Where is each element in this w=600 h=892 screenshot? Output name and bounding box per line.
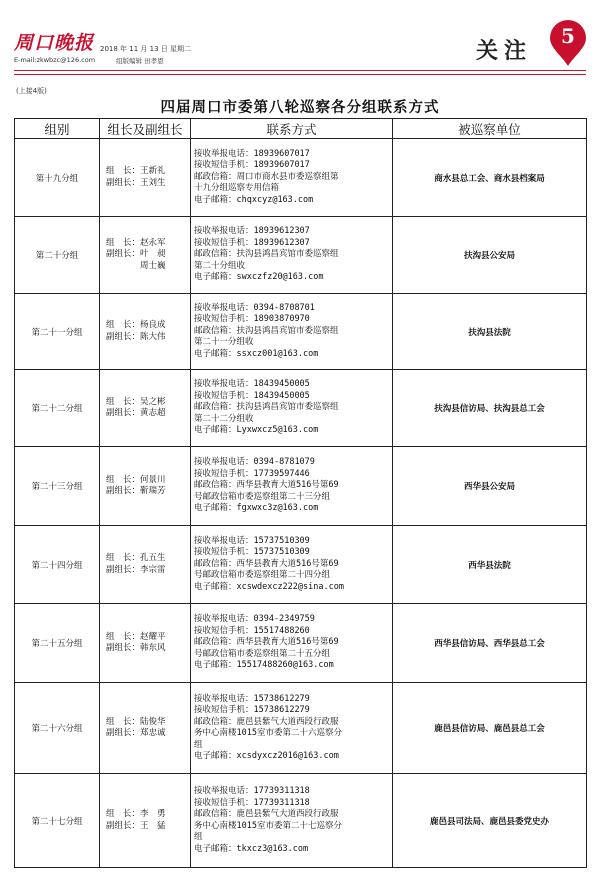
contact-line: 第二十分组收 — [194, 260, 246, 271]
leader-line: 副组长：靳瑞芳 — [106, 486, 166, 496]
inspected-units-cell: 扶沟县法院 — [393, 294, 587, 370]
leader-line: 组 长：赵永军 — [106, 237, 166, 248]
contact-line: 邮政信箱：扶沟县鸿昌宾馆市委巡察组 — [194, 402, 339, 413]
leader-line: 组 长：杨良成 — [106, 320, 166, 330]
group-cell: 第二十三分组 — [15, 447, 100, 526]
contact-line: 接收举报电话：18439450005 — [194, 379, 310, 390]
leader-line: 副组长：王 猛 — [106, 820, 166, 831]
leader-line: 组 长：吴之彬 — [106, 396, 166, 407]
contact-line: 接收举报电话：18939607017 — [194, 148, 310, 159]
contact-line: 电子邮箱：xcswdexcz222@sina.com — [194, 581, 344, 592]
leaders-cell — [100, 683, 191, 774]
contact-line: 邮政信箱：周口市商水县市委巡察组第 — [194, 171, 339, 182]
leader-line: 副组长：陈大伟 — [106, 331, 166, 342]
header-rule-thin — [14, 74, 586, 75]
contact-cell — [191, 217, 393, 294]
contact-line: 邮政信箱：西华县教育大道516号第69 — [194, 480, 339, 491]
document-title: 四届周口市委第八轮巡察各分组联系方式 — [160, 99, 440, 116]
contact-line: 接收举报电话：0394-8708701 — [194, 302, 315, 313]
leader-line: 副组长：郑忠诚 — [106, 728, 166, 738]
contact-line: 电子邮箱：15517488260@163.com — [194, 660, 334, 671]
table-header-row — [15, 119, 587, 139]
contact-table — [14, 118, 587, 868]
continued-note: (上接4版) — [16, 87, 47, 95]
table-row — [15, 370, 587, 447]
inspected-units-cell: 鹿邑县信访局、鹿邑县总工会 — [393, 683, 587, 774]
table-row — [15, 217, 587, 294]
group-cell: 第二十分组 — [15, 217, 100, 294]
contact-line: 邮政信箱：西华县教育大道516号第69 — [194, 558, 339, 569]
leaders-cell — [100, 294, 191, 370]
group-cell: 第二十一分组 — [15, 294, 100, 370]
leader-line: 组 长：孔五生 — [106, 553, 166, 563]
header-contact: 联系方式 — [191, 119, 393, 139]
leader-line: 副组长：王刘生 — [106, 177, 166, 188]
inspected-units-cell: 西华县法院 — [393, 526, 587, 604]
contact-line: 电子邮箱：xcsdyxcz2016@163.com — [194, 751, 339, 761]
header-rule — [14, 70, 586, 71]
section-title: 关注 — [476, 38, 533, 64]
contact-cell — [191, 139, 393, 217]
contact-line: 电子邮箱：ssxcz001@163.com — [194, 348, 319, 359]
leaders-cell — [100, 447, 191, 526]
editor-credit: 组版编辑 田孝恩 — [116, 57, 164, 65]
contact-line: 接收短信手机：18939612307 — [194, 237, 310, 248]
table-row — [15, 139, 587, 217]
contact-line: 接收短信手机：15517488260 — [194, 625, 310, 636]
inspected-units-cell: 扶沟县公安局 — [393, 217, 587, 294]
contact-cell — [191, 526, 393, 604]
contact-line: 邮政信箱：扶沟县鸿昌宾馆市委巡察组 — [194, 325, 339, 336]
contact-line: 接收短信手机：17739597446 — [194, 468, 310, 479]
contact-line: 接收举报电话：0394-2349759 — [194, 614, 315, 625]
contact-line: 组 — [194, 739, 203, 750]
contact-line: 电子邮箱：tkxcz3@163.com — [194, 843, 309, 854]
inspected-units-cell: 扶沟县信访局、扶沟县总工会 — [393, 370, 587, 447]
group-cell: 第二十七分组 — [15, 774, 100, 868]
leaders-cell — [100, 604, 191, 683]
leader-line: 周士巍 — [106, 260, 166, 271]
contact-line: 电子邮箱：fgxwxc3z@163.com — [194, 503, 319, 514]
header-units: 被巡察单位 — [393, 119, 587, 139]
table-row — [15, 774, 587, 868]
contact-line: 接收短信手机：15738612279 — [194, 705, 310, 715]
contact-line: 接收举报电话：15738612279 — [194, 693, 310, 704]
contact-line: 号邮政信箱市委巡察组第二十五分组 — [194, 648, 331, 659]
contact-line: 接收短信手机：15737510309 — [194, 547, 310, 558]
leader-line: 组 长：何景川 — [106, 474, 166, 485]
contact-email: E-mail:zkwbzc@126.com — [14, 56, 96, 64]
contact-cell — [191, 683, 393, 774]
leader-line: 副组长：韩东风 — [106, 643, 166, 653]
contact-cell — [191, 774, 393, 868]
contact-line: 邮政信箱：鹿邑县紫气大道西段行政服 — [194, 809, 339, 819]
table-row — [15, 447, 587, 526]
newspaper-logo: 周口晚报 — [14, 32, 95, 54]
leaders-cell — [100, 774, 191, 868]
leader-line: 组 长：王新礼 — [106, 166, 166, 176]
inspected-units-cell: 商水县总工会、商水县档案局 — [393, 139, 587, 217]
contact-line: 接收举报电话：18939612307 — [194, 226, 310, 237]
inspected-units-cell: 西华县公安局 — [393, 447, 587, 526]
leader-line: 组 长：赵耀平 — [106, 631, 166, 642]
issue-date: 2018 年 11 月 13 日 星期二 — [100, 45, 191, 53]
contact-line: 电子邮箱：swxczfz20@163.com — [194, 272, 324, 283]
leaders-cell — [100, 370, 191, 447]
header-group: 组别 — [15, 119, 100, 139]
leader-line: 副组长：叶 昶 — [106, 249, 166, 260]
contact-line: 接收举报电话：17739311318 — [194, 786, 310, 796]
inspected-units-cell: 鹿邑县司法局、鹿邑县委党史办 — [393, 774, 587, 868]
contact-line: 十九分组巡察专用信箱 — [194, 183, 280, 194]
contact-line: 第二十二分组收 — [194, 413, 254, 424]
contact-line: 务中心南楼1015室市委第二十六巡察分 — [194, 728, 342, 738]
contact-line: 号邮政信箱市委巡察组第二十三分组 — [194, 491, 331, 502]
leader-line: 副组长：黄志超 — [106, 408, 166, 418]
group-cell: 第二十四分组 — [15, 526, 100, 604]
contact-line: 接收短信手机：18439450005 — [194, 390, 310, 401]
contact-line: 组 — [194, 832, 203, 842]
group-cell: 第二十五分组 — [15, 604, 100, 683]
table-row — [15, 604, 587, 683]
contact-line: 接收短信手机：17739311318 — [194, 797, 310, 808]
table-row — [15, 526, 587, 604]
group-cell: 第二十二分组 — [15, 370, 100, 447]
page-number: 5 — [561, 24, 575, 48]
leaders-cell — [100, 217, 191, 294]
contact-line: 接收举报电话：0394-8781079 — [194, 457, 315, 468]
leader-line: 组 长：李 勇 — [106, 809, 166, 819]
contact-line: 邮政信箱：鹿邑县紫气大道西段行政服 — [194, 716, 339, 727]
contact-cell — [191, 447, 393, 526]
contact-line: 接收举报电话：15737510309 — [194, 535, 310, 546]
table-row — [15, 294, 587, 370]
leaders-cell — [100, 139, 191, 217]
contact-line: 邮政信箱：扶沟县鸿昌宾馆市委巡察组 — [194, 249, 339, 260]
contact-line: 号邮政信箱市委巡察组第二十四分组 — [194, 570, 331, 581]
contact-cell — [191, 370, 393, 447]
contact-cell — [191, 294, 393, 370]
contact-line: 接收短信手机：18903870970 — [194, 314, 310, 325]
contact-line: 第二十一分组收 — [194, 337, 254, 348]
inspected-units-cell: 西华县信访局、西华县总工会 — [393, 604, 587, 683]
contact-line: 务中心南楼1015室市委第二十七巡察分 — [194, 820, 342, 831]
contact-cell — [191, 604, 393, 683]
leader-line: 副组长：李宗雷 — [106, 564, 166, 575]
contact-line: 电子邮箱：chqxcyz@163.com — [194, 194, 314, 205]
contact-line: 电子邮箱：Lyxwxcz5@163.com — [194, 425, 319, 436]
group-cell: 第二十六分组 — [15, 683, 100, 774]
masthead — [0, 0, 600, 78]
group-cell: 第十九分组 — [15, 139, 100, 217]
leaders-cell — [100, 526, 191, 604]
contact-line: 接收短信手机：18939607017 — [194, 160, 310, 171]
header-leaders: 组长及副组长 — [100, 119, 191, 139]
leader-line: 组 长：陆俊华 — [106, 716, 166, 727]
contact-line: 邮政信箱：西华县教育大道516号第69 — [194, 637, 339, 648]
table-row — [15, 683, 587, 774]
